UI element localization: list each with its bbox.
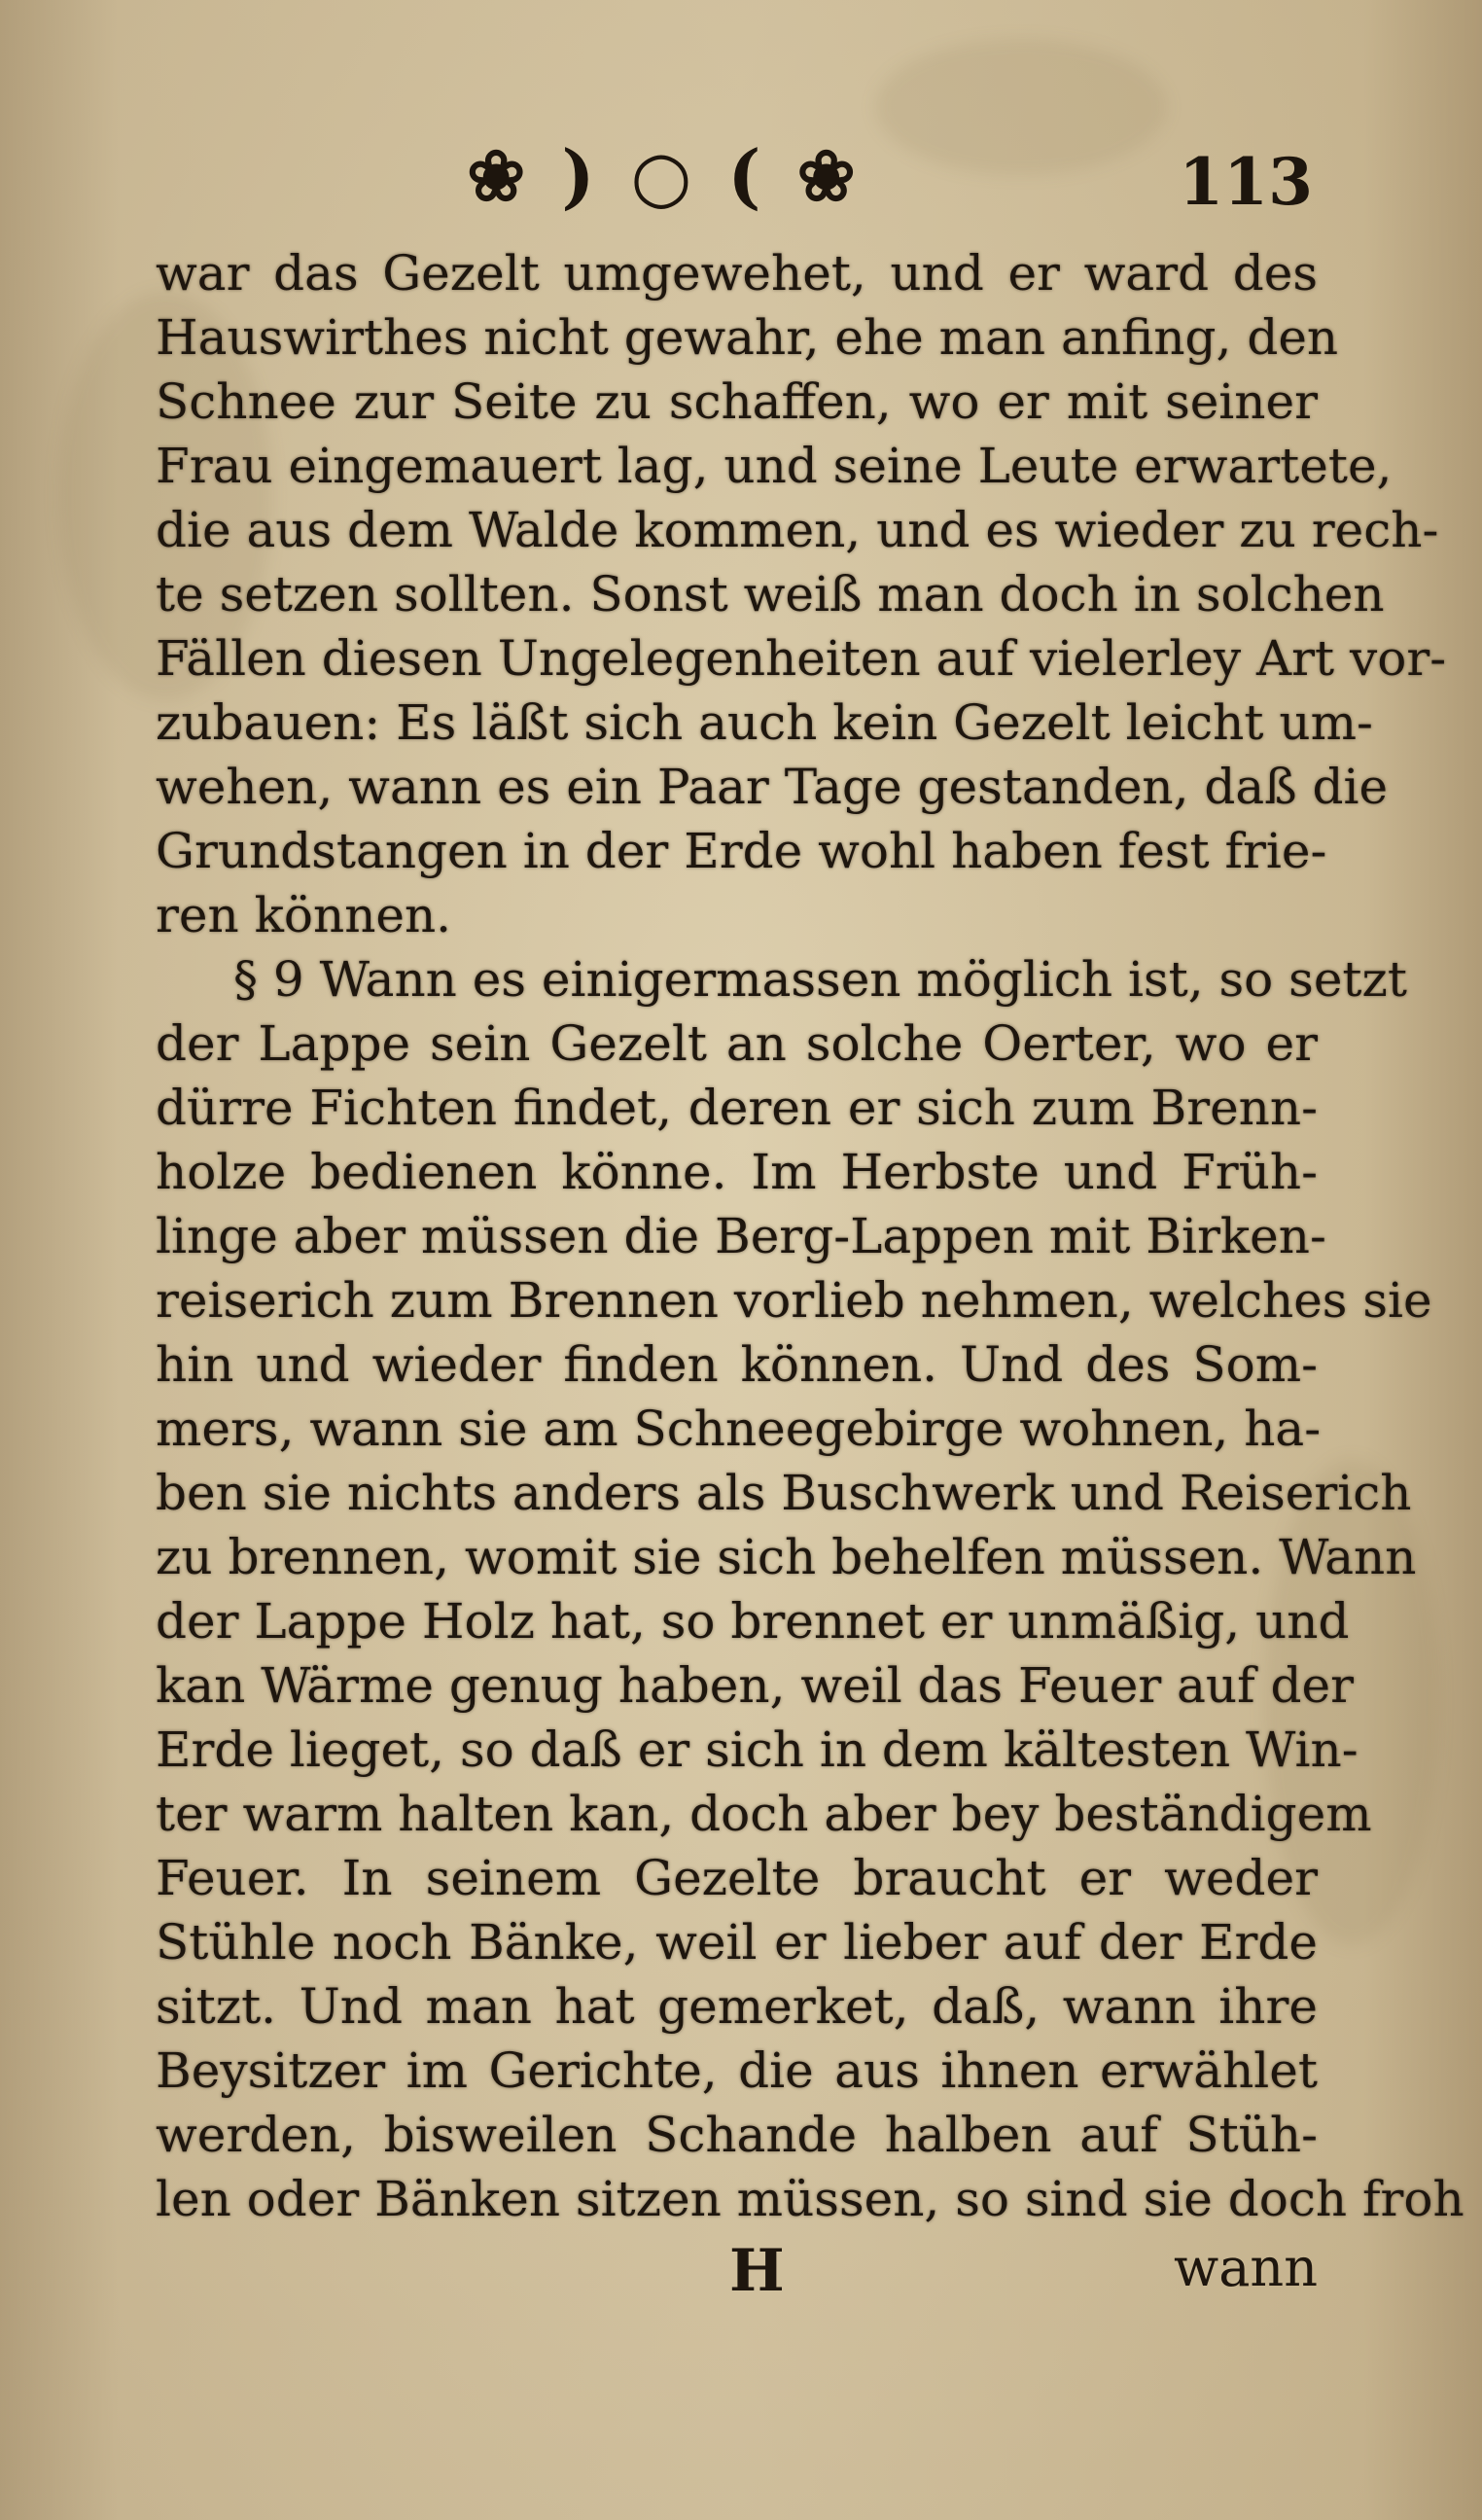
signature-mark: H [729, 2237, 785, 2305]
text-line: wehen, wann es ein Paar Tage gestanden, daß die [156, 759, 1389, 815]
text-line: war das Gezelt umgewehet, und er ward des [156, 245, 1318, 302]
text-line: Schnee zur Seite zu schaffen, wo er mit seiner [156, 373, 1318, 430]
text-line: Hauswirthes nicht gewahr, ehe man anfing, den [156, 309, 1339, 366]
text-line: ren können. [156, 887, 452, 943]
text-line: dürre Fichten findet, deren er sich zum Brenn- [156, 1080, 1318, 1136]
text-line: mers, wann sie am Schneegebirge wohnen, ha- [156, 1401, 1322, 1457]
text-line: ben sie nichts anders als Buschwerk und Reiserich [156, 1465, 1412, 1521]
catchword: wann [1174, 2237, 1318, 2298]
text-line: len oder Bänken sitzen müssen, so sind sie doch froh [156, 2171, 1464, 2227]
text-line: linge aber müssen die Berg-Lappen mit Birken- [156, 1208, 1326, 1264]
text-line: Erde lieget, so daß er sich in dem kältesten Win- [156, 1721, 1358, 1778]
text-line: kan Wärme genug haben, weil das Feuer auf der [156, 1657, 1355, 1714]
text-line: Feuer. In seinem Gezelte braucht er weder [156, 1850, 1318, 1906]
page-number: 113 [1179, 144, 1313, 220]
text-line: te setzen sollten. Sonst weiß man doch in solchen [156, 566, 1385, 622]
text-line: zu brennen, womit sie sich behelfen müssen. Wann [156, 1529, 1417, 1585]
text-line: zubauen: Es läßt sich auch kein Gezelt leicht um- [156, 694, 1373, 751]
page-header [156, 117, 1313, 233]
text-line: Stühle noch Bänke, weil er lieber auf der Erde [156, 1914, 1318, 1970]
text-line: Fällen diesen Ungelegenheiten auf vielerley Art vor- [156, 630, 1447, 687]
text-line: der Lappe Holz hat, so brennet er unmäßig, und [156, 1593, 1350, 1650]
text-line: Beysitzer im Gerichte, die aus ihnen erwählet [156, 2042, 1318, 2099]
body-text [156, 241, 1464, 2231]
text-line: sitzt. Und man hat gemerket, daß, wann ihre [156, 1978, 1318, 2035]
text-line: Frau eingemauert lag, und seine Leute erwartete, [156, 438, 1393, 494]
text-line: die aus dem Walde kommen, und es wieder zu rech- [156, 502, 1439, 558]
text-line: ter warm halten kan, doch aber bey beständigem [156, 1786, 1372, 1842]
text-line: § 9 Wann es einigermassen möglich ist, so setzt [233, 951, 1407, 1008]
text-line: Grundstangen in der Erde wohl haben fest frie- [156, 823, 1327, 879]
text-line: reiserich zum Brennen vorlieb nehmen, welches sie [156, 1272, 1432, 1329]
text-line: der Lappe sein Gezelt an solche Oerter, wo er [156, 1015, 1318, 1072]
header-ornament: ❀ ) ○ ( ❀ [467, 134, 862, 217]
page-footer [156, 2237, 1318, 2315]
text-line: hin und wieder finden können. Und des Som- [156, 1336, 1318, 1393]
text-line: werden, bisweilen Schande halben auf Stüh- [156, 2107, 1318, 2163]
text-line: holze bedienen könne. Im Herbste und Früh- [156, 1144, 1318, 1200]
